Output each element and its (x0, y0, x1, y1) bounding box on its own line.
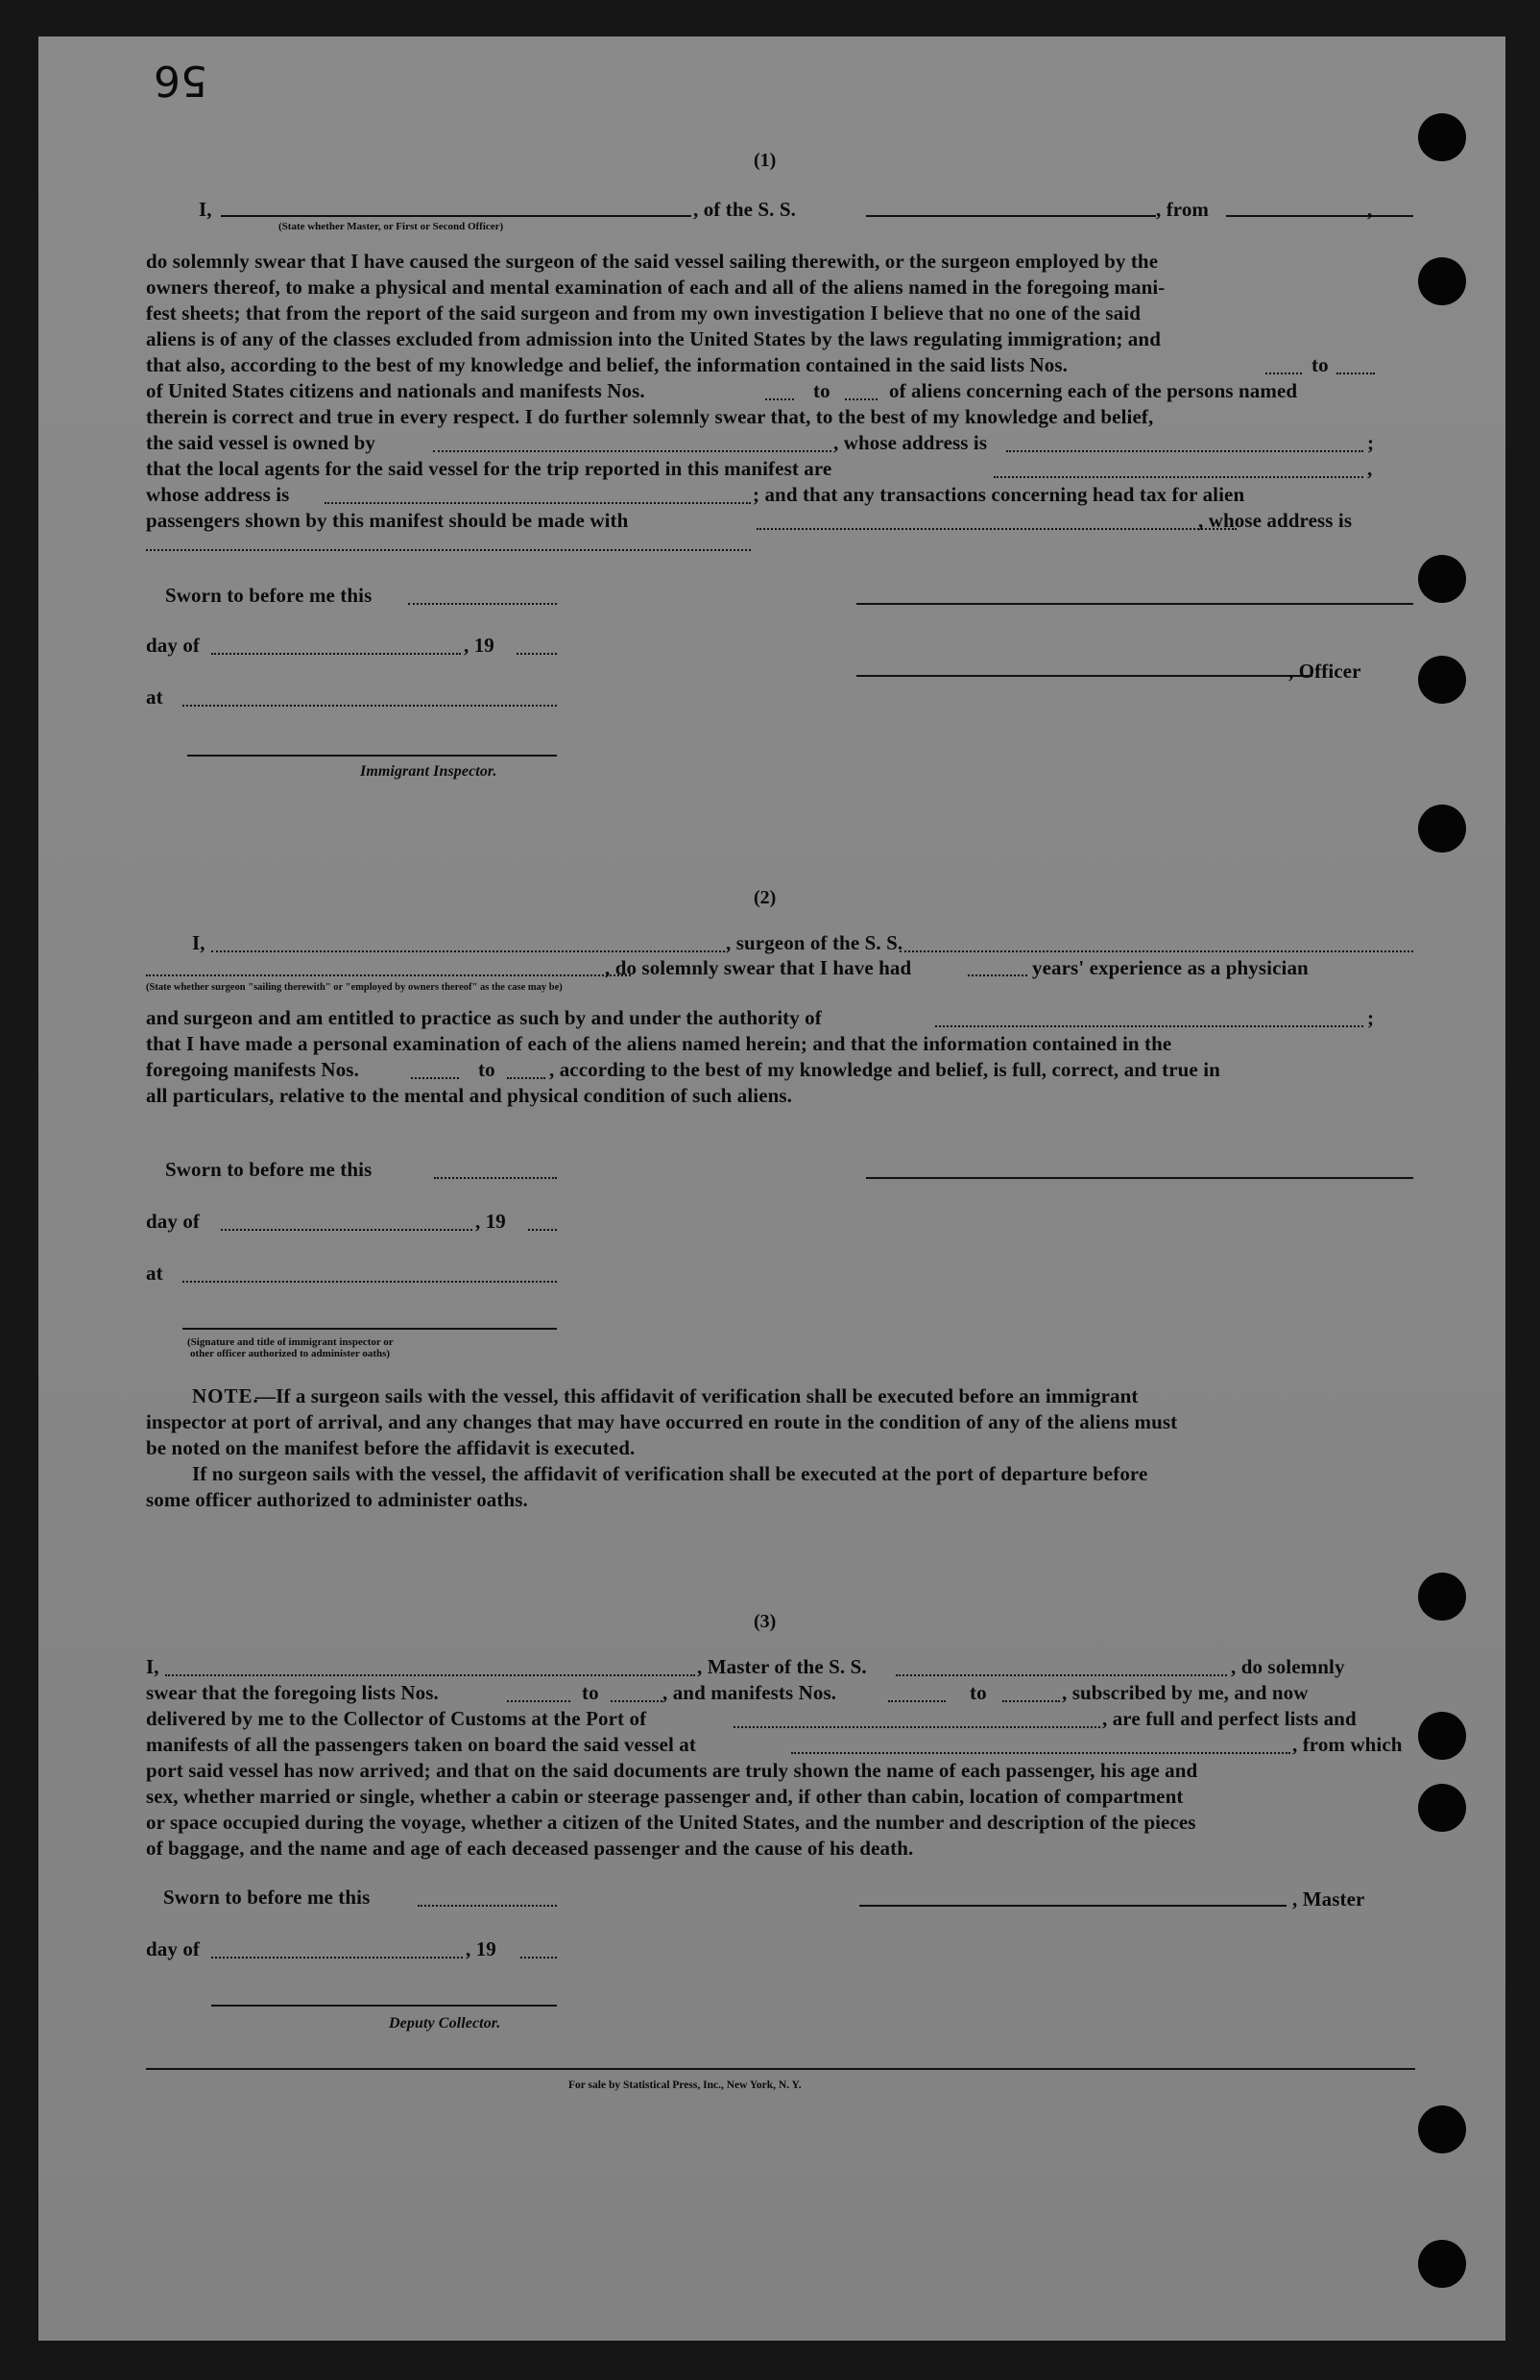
surgeon-name-field[interactable] (211, 950, 725, 952)
s3-body-line: of baggage, and the name and age of each deceased passenger and the cause of his death. (146, 1837, 914, 1860)
s1-r6-tail: of aliens concerning each of the persons named (889, 379, 1298, 402)
s3-year-field[interactable] (520, 1957, 557, 1959)
s2-year-field[interactable] (528, 1229, 557, 1231)
s2-i: I, (192, 931, 205, 954)
s3-i: I, (146, 1655, 159, 1678)
s1-officer-line[interactable] (856, 675, 1312, 677)
section-2-heading: (2) (754, 887, 777, 908)
surgeon-role-field[interactable] (146, 974, 631, 976)
s2-surgeon-of-ss: , surgeon of the S. S. (726, 931, 903, 954)
s2-r4: that I have made a personal examination of each of the aliens named herein; and that the information contained in the (146, 1032, 1172, 1055)
s3-lists-to-field[interactable] (611, 1700, 662, 1702)
s1-year-field[interactable] (517, 653, 557, 655)
s1-officer: , Officer (1288, 660, 1361, 683)
page-number: 56 (154, 56, 207, 105)
s1-comma: , (1367, 198, 1373, 221)
s3-master-of-ss: , Master of the S. S. (697, 1655, 867, 1678)
s2-day-of: day of (146, 1210, 201, 1233)
s3-master-name-field[interactable] (165, 1674, 695, 1676)
s3-sworn: Sworn to before me this (163, 1886, 371, 1909)
s1-body-line: fest sheets; that from the report of the said surgeon and from my own investigation I believe that no one of the said (146, 301, 1141, 325)
s1-of-ss: , of the S. S. (693, 198, 796, 221)
s1-r8-owned: the said vessel is owned by (146, 431, 375, 454)
s1-r11-tail: , whose address is (1198, 509, 1353, 532)
s2-vessel-field[interactable] (900, 950, 1413, 952)
s3-year: , 19 (466, 1937, 496, 1960)
s3-body-line: port said vessel has now arrived; and that on the said documents are truly shown the name of each passenger, his age and (146, 1759, 1198, 1782)
s3-r4-tail: , from which (1292, 1733, 1403, 1756)
s1-day-month-field[interactable] (211, 653, 461, 655)
s1-r5-text: that also, according to the best of my knowledge and belief, the information contained in the said lists Nos. (146, 353, 1069, 376)
s1-sworn-date-field[interactable] (408, 603, 557, 605)
vessel-name-field[interactable] (866, 215, 1156, 217)
s1-inspector-line[interactable] (187, 755, 557, 757)
head-tax-address-field[interactable] (146, 549, 751, 551)
s2-inspector-line[interactable] (182, 1328, 557, 1330)
s1-inspector: Immigrant Inspector. (360, 763, 497, 780)
lists-from-field[interactable] (1265, 373, 1302, 374)
s3-deputy-line[interactable] (211, 2005, 557, 2007)
s3-body-line: sex, whether married or single, whether a cabin or steerage passenger and, if other than cabin, location of compartment (146, 1785, 1184, 1808)
s3-r2-tail: , subscribed by me, and now (1062, 1681, 1309, 1704)
s1-r5-to: to (1311, 353, 1329, 376)
s1-r7: therein is correct and true in every respect. I do further solemnly swear that, to the best of my knowledge and belief, (146, 405, 1154, 428)
binder-hole (1418, 1784, 1466, 1832)
s3-r2-text: swear that the foregoing lists Nos. (146, 1681, 439, 1704)
local-agents-field[interactable] (994, 476, 1363, 478)
s1-at-field[interactable] (182, 705, 557, 707)
s3-sworn-date-field[interactable] (418, 1905, 557, 1907)
s1-r8-semicolon: ; (1367, 431, 1375, 454)
s2-sworn-date-field[interactable] (434, 1177, 557, 1179)
binder-hole (1418, 2105, 1466, 2153)
owner-field[interactable] (433, 450, 831, 452)
s2-r5-to: to (478, 1058, 495, 1081)
s1-r11-text: passengers shown by this manifest should be made with (146, 509, 629, 532)
s1-sworn: Sworn to before me this (165, 584, 373, 607)
s1-r6-to: to (813, 379, 830, 402)
s2-r2-text: , do solemnly swear that I have had (605, 956, 912, 979)
binder-hole (1418, 805, 1466, 853)
s2-note-line: inspector at port of arrival, and any changes that may have occurred en route in the condition of any of the aliens must (146, 1410, 1178, 1433)
binder-hole (1418, 1712, 1466, 1760)
s3-day-month-field[interactable] (211, 1957, 463, 1959)
s1-i: I, (199, 198, 212, 221)
s3-master-signature-line[interactable] (859, 1905, 1287, 1907)
section-3-heading: (3) (754, 1611, 777, 1632)
s3-manifests-to-field[interactable] (1002, 1700, 1060, 1702)
s3-port-field[interactable] (734, 1726, 1100, 1728)
footer-rule (146, 2068, 1415, 2070)
agent-address-field[interactable] (325, 502, 751, 504)
s1-r9-text: that the local agents for the said vessel for the trip reported in this manifest are (146, 457, 832, 480)
s2-r5-text: foregoing manifests Nos. (146, 1058, 359, 1081)
s2-sworn: Sworn to before me this (165, 1158, 373, 1181)
from-port-field[interactable] (1226, 215, 1413, 217)
s2-sig-note: other officer authorized to administer oaths) (190, 1348, 391, 1359)
s2-r6: all particulars, relative to the mental and physical condition of such aliens. (146, 1084, 793, 1107)
manifests-from-field[interactable] (765, 398, 794, 400)
practice-authority-field[interactable] (935, 1025, 1363, 1027)
s2-year: , 19 (475, 1210, 506, 1233)
s2-day-month-field[interactable] (221, 1229, 472, 1231)
s3-boarding-port-field[interactable] (791, 1752, 1290, 1754)
s2-note-line: —If a surgeon sails with the vessel, this affidavit of verification shall be executed before an immigrant (255, 1384, 1139, 1407)
binder-hole (1418, 2240, 1466, 2288)
binder-hole (1418, 113, 1466, 161)
s1-r10-text: whose address is (146, 483, 290, 506)
s1-year: , 19 (464, 634, 494, 657)
master-name-field[interactable] (221, 215, 691, 217)
years-experience-field[interactable] (968, 974, 1027, 976)
s2-r5-tail: , according to the best of my knowledge and belief, is full, correct, and true in (549, 1058, 1220, 1081)
s2-r3-semicolon: ; (1367, 1006, 1375, 1029)
binder-hole (1418, 555, 1466, 603)
s2-note-line: be noted on the manifest before the affidavit is executed. (146, 1436, 636, 1459)
s3-r4-text: manifests of all the passengers taken on board the said vessel at (146, 1733, 696, 1756)
s3-deputy: Deputy Collector. (389, 2015, 501, 2031)
s1-at: at (146, 685, 163, 709)
s2-note-line: some officer authorized to administer oaths. (146, 1488, 528, 1511)
binder-hole (1418, 656, 1466, 704)
s1-signature-line[interactable] (856, 603, 1413, 605)
s1-r9-comma: , (1367, 457, 1373, 480)
s1-day-of: day of (146, 634, 201, 657)
s3-r3-text: delivered by me to the Collector of Customs at the Port of (146, 1707, 647, 1730)
s3-lists-from-field[interactable] (507, 1700, 570, 1702)
s2-at-field[interactable] (182, 1281, 557, 1283)
manifests-to-field[interactable] (845, 398, 878, 400)
head-tax-party-field[interactable] (757, 528, 1237, 530)
manifest-page (38, 36, 1505, 2341)
s2-role-note: (State whether surgeon "sailing therewith" or "employed by owners thereof" as the case may be) (146, 982, 563, 993)
s2-sig-note: (Signature and title of immigrant inspector or (187, 1336, 394, 1348)
lists-to-field[interactable] (1336, 373, 1375, 374)
s1-body-line: owners thereof, to make a physical and mental examination of each and all of the aliens named in the foregoing mani- (146, 276, 1166, 299)
binder-hole (1418, 257, 1466, 305)
s3-r2-to: to (582, 1681, 599, 1704)
s1-body-line: do solemnly swear that I have caused the surgeon of the said vessel sailing therewith, or the surgeon employed by the (146, 250, 1159, 273)
s1-role-note: (State whether Master, or First or Second Officer) (278, 221, 504, 232)
s1-r6-text: of United States citizens and nationals and manifests Nos. (146, 379, 645, 402)
owner-address-field[interactable] (1006, 450, 1363, 452)
s1-from: , from (1156, 198, 1210, 221)
s2-r3-text: and surgeon and am entitled to practice as such by and under the authority of (146, 1006, 822, 1029)
s2-manifests-to-field[interactable] (507, 1077, 545, 1079)
s2-note-head: NOTE. (192, 1384, 259, 1407)
s1-r8-address: , whose address is (833, 431, 988, 454)
s3-do-solemnly: , do solemnly (1231, 1655, 1345, 1678)
binder-hole (1418, 1573, 1466, 1621)
s3-body-line: or space occupied during the voyage, whether a citizen of the United States, and the number and description of the pieces (146, 1811, 1196, 1834)
s2-signature-line[interactable] (866, 1177, 1413, 1179)
s3-vessel-field[interactable] (896, 1674, 1227, 1676)
s3-r3-tail: , are full and perfect lists and (1102, 1707, 1357, 1730)
s2-r2-tail: years' experience as a physician (1032, 956, 1309, 979)
s2-at: at (146, 1262, 163, 1285)
s3-r2-to2: to (970, 1681, 987, 1704)
s3-day-of: day of (146, 1937, 201, 1960)
s3-r2-manifests: , and manifests Nos. (662, 1681, 837, 1704)
s1-body-line: aliens is of any of the classes excluded from admission into the United States by the laws regulating immigration; and (146, 327, 1161, 350)
printer-imprint: For sale by Statistical Press, Inc., New York, N. Y. (568, 2079, 802, 2091)
section-1-heading: (1) (754, 150, 777, 171)
s3-master: , Master (1292, 1887, 1365, 1911)
s2-note-line: If no surgeon sails with the vessel, the affidavit of verification shall be executed at the port of departure before (192, 1462, 1148, 1485)
s3-manifests-from-field[interactable] (888, 1700, 946, 1702)
s1-r10-tail: ; and that any transactions concerning head tax for alien (753, 483, 1245, 506)
s2-manifests-from-field[interactable] (411, 1077, 459, 1079)
